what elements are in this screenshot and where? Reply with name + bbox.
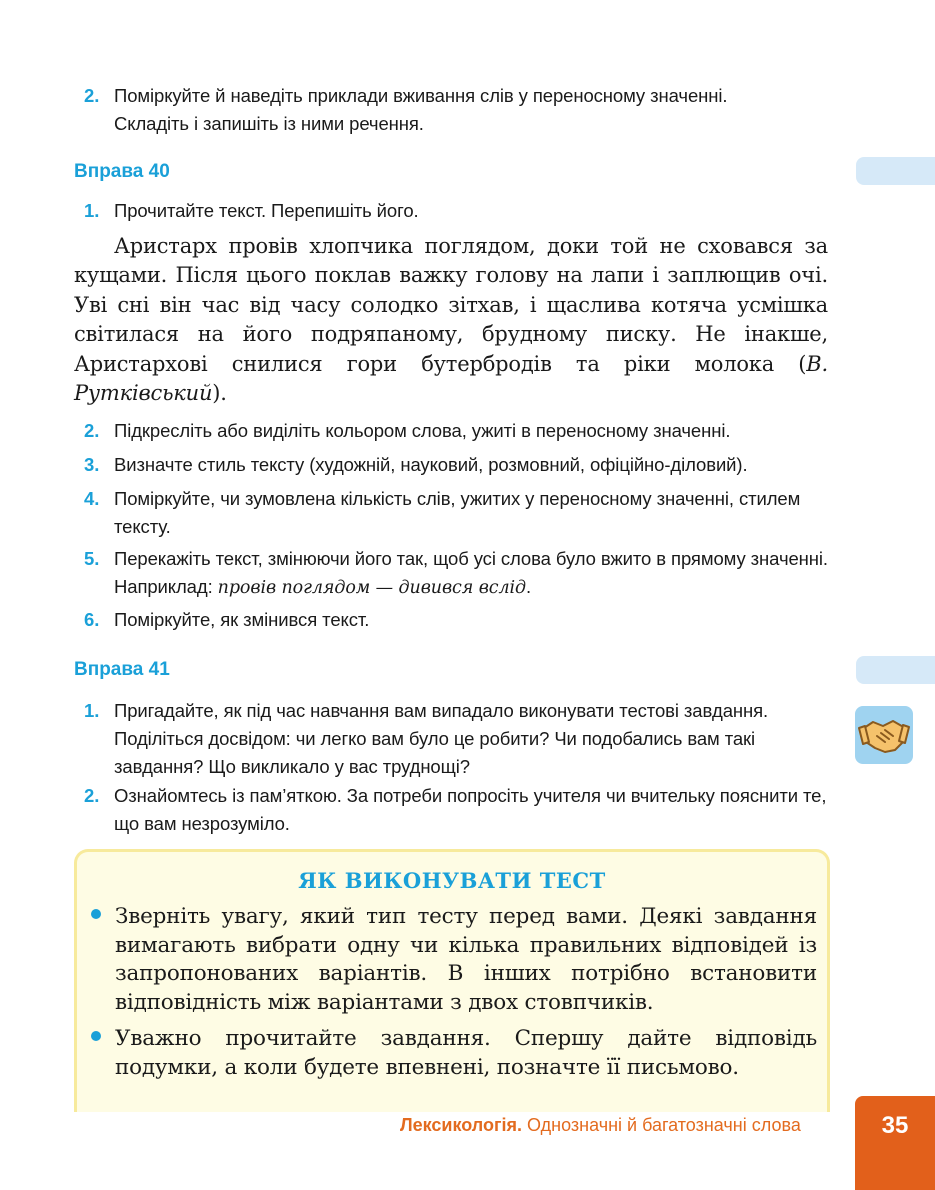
task-number: 6. xyxy=(84,609,100,630)
side-tab-ex40 xyxy=(856,157,935,185)
task-text: Пригадайте, як під час навчання вам випадало виконувати тестові завдання. Поділіться досвідом: чи легко вам було це робити? Чи подобались вам такі завдання? Що викликало у вас труднощі? xyxy=(114,700,769,777)
ex40-task-5 xyxy=(84,545,829,602)
reading-passage: Аристарх провів хлопчика поглядом, доки той не сховався за кущами. Після цього поклав важку голову на лапи і заплющив очі. Уві сні він час від часу солодко зітхав, і щаслива котяча усмішка світилася на його подряпаному, брудному писку. Не інакше, Аристархові снилися гори бутербродів та ріки молока (В. Рутківський). xyxy=(74,234,828,406)
footer-section: Лексикологія. xyxy=(400,1115,523,1135)
running-footer xyxy=(400,1115,801,1136)
exercise-41-heading: Вправа 41 xyxy=(74,659,170,680)
ex40-task-6 xyxy=(84,606,829,634)
passage-author: В. Рутківський xyxy=(74,351,828,406)
ex40-task-1 xyxy=(84,197,829,225)
ex40-task-2 xyxy=(84,417,829,445)
memo-box xyxy=(74,849,830,1112)
side-tab-ex41 xyxy=(856,656,935,684)
memo-item: Уважно прочитайте завдання. Спершу дайте відповідь подумки, а коли будете впевнені, позначте її письмово. xyxy=(91,1025,817,1082)
bullet-icon xyxy=(91,909,101,919)
task-text: Підкресліть або виділіть кольором слова, ужиті в переносному значенні. xyxy=(114,420,731,441)
memo-title: ЯК ВИКОНУВАТИ ТЕСТ xyxy=(298,868,606,893)
task-text: Визначте стиль тексту (художній, науковий, розмовний, офіційно-діловий). xyxy=(114,454,748,475)
example-phrase: провів поглядом — дивився вслід xyxy=(217,578,527,598)
task-number: 2. xyxy=(84,785,100,806)
handshake-icon-graphic xyxy=(855,706,913,764)
task-text: Поміркуйте й наведіть приклади вживання слів у переносному значенні. Складіть і запишіть із ними речення. xyxy=(114,85,728,134)
task-top-2 xyxy=(84,82,829,138)
handshake-icon xyxy=(855,706,913,764)
task-number: 2. xyxy=(84,420,100,441)
task-number: 1. xyxy=(84,200,100,221)
task-number: 1. xyxy=(84,700,100,721)
memo-item: Зверніть увагу, який тип тесту перед вами. Деякі завдання вимагають вибрати одну чи кілька правильних відповідей із запропонованих варіантів. В інших потрібно встановити відповідність між варіантами з двох стовпчиків. xyxy=(91,903,817,1017)
footer-subtitle: Однозначні й багатозначні слова xyxy=(527,1115,801,1135)
ex40-task-4 xyxy=(84,485,829,541)
exercise-40-heading: Вправа 40 xyxy=(74,161,170,182)
ex40-task-3 xyxy=(84,451,829,479)
task-text: Перекажіть текст, змінюючи його так, щоб усі слова було вжито в прямому значенні. Наприклад: провів поглядом — дивився вслід. xyxy=(114,548,828,598)
bullet-icon xyxy=(91,1031,101,1041)
ex41-task-2 xyxy=(84,782,829,838)
task-text: Прочитайте текст. Перепишіть його. xyxy=(114,200,419,221)
task-text: Ознайомтесь із пам’яткою. За потреби попросіть учителя чи вчительку пояснити те, що вам незрозуміло. xyxy=(114,785,827,834)
task-text: Поміркуйте, як змінився текст. xyxy=(114,609,370,630)
page-number: 35 xyxy=(855,1096,935,1190)
task-number: 5. xyxy=(84,548,100,569)
task-text: Поміркуйте, чи зумовлена кількість слів, ужитих у переносному значенні, стилем тексту. xyxy=(114,488,801,537)
task-number: 2. xyxy=(84,85,100,106)
task-number: 4. xyxy=(84,488,100,509)
task-number: 3. xyxy=(84,454,100,475)
ex41-task-1 xyxy=(84,697,829,781)
